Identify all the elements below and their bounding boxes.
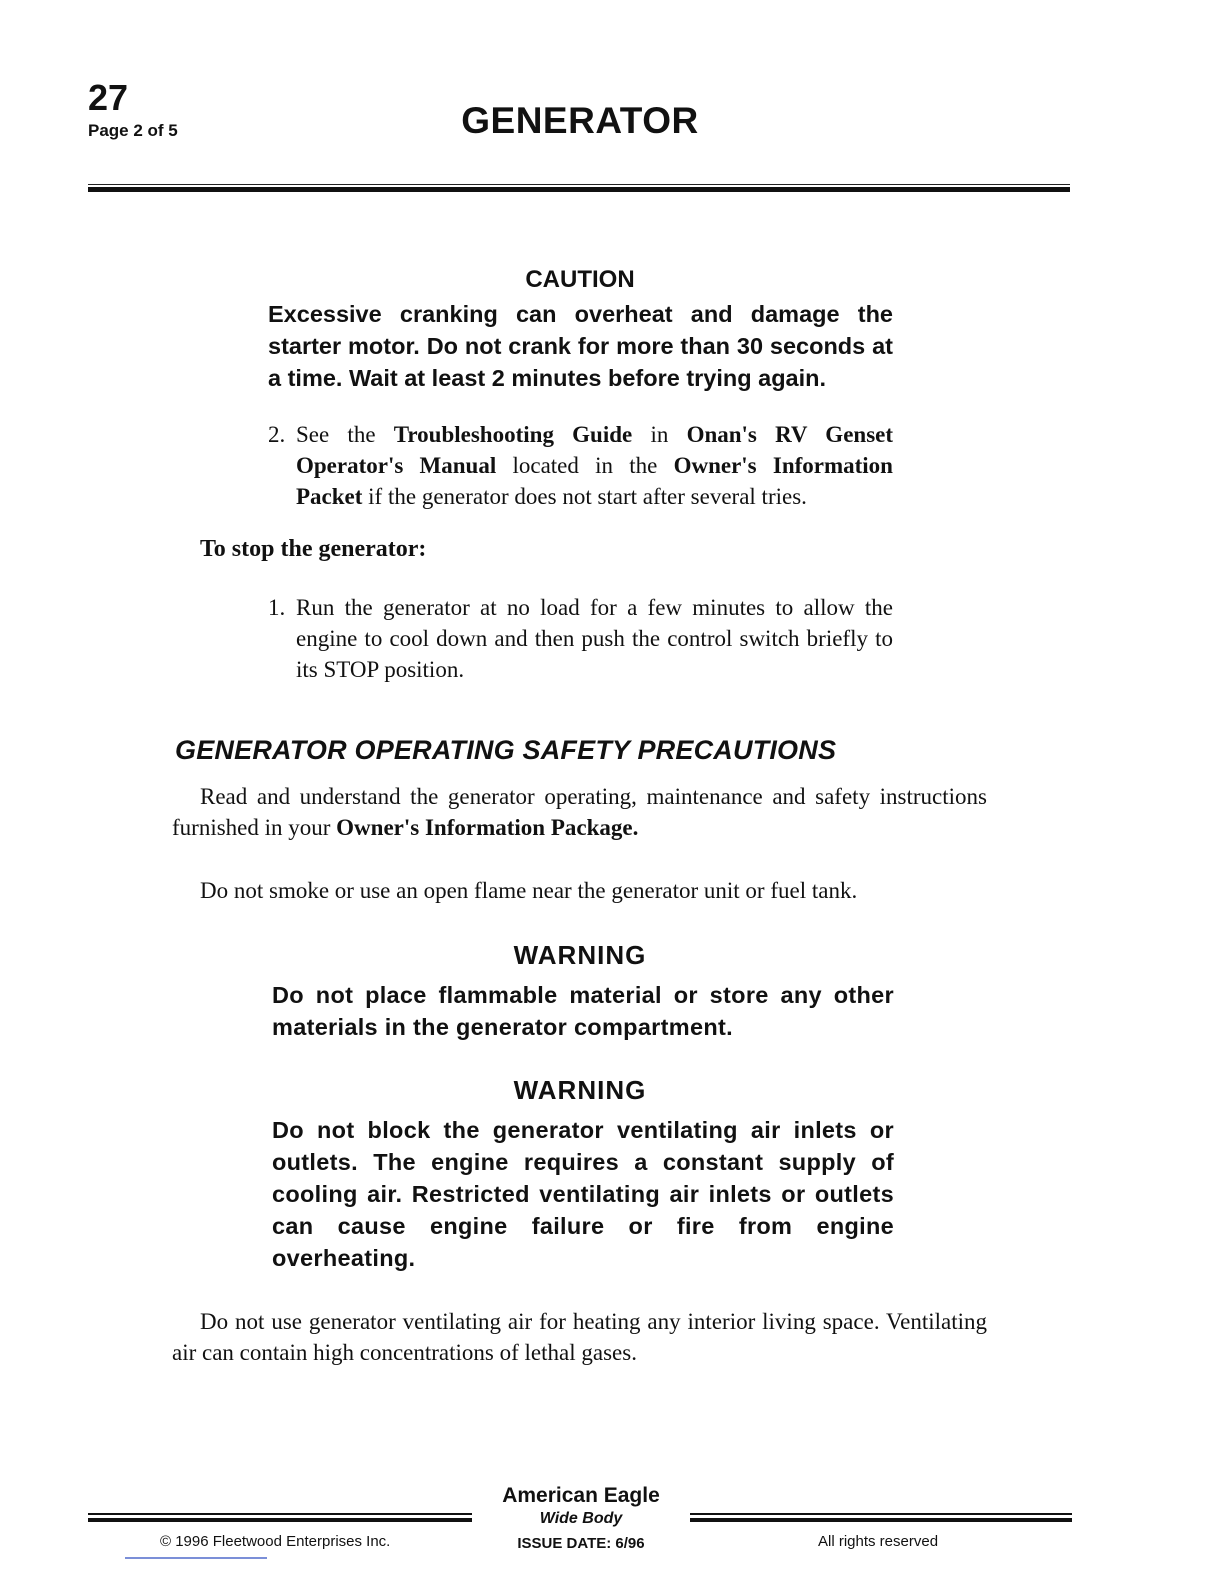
warning-1-text: Do not place flammable material or store any other materials in the generator compartment.	[272, 982, 894, 1040]
step-2-text-part: in	[632, 422, 687, 447]
footer-issue-date: ISSUE DATE: 6/96	[517, 1535, 645, 1552]
footer-blue-mark	[125, 1557, 267, 1559]
footer-rule-left-thin	[88, 1513, 472, 1515]
warning-2-text: Do not block the generator ventilating air inlets or outlets. The engine requires a constant supply of cooling air. Restricted ventilating air inlets or outlets can cause engine failure or fire from engine overheating.	[272, 1117, 894, 1271]
stop-step-1-number: 1.	[268, 595, 286, 620]
safety-paragraph-1-text: Read and understand the generator operating, maintenance and safety instructions furnished in your	[172, 784, 987, 840]
chapter-number: 27	[88, 77, 129, 118]
step-2-text-part: located in the	[496, 453, 674, 478]
footer-model: Wide Body	[539, 1510, 623, 1527]
safety-paragraph-2: Do not smoke or use an open flame near the generator unit or fuel tank.	[200, 878, 858, 903]
operators-manual-ref: Onan's RV Genset Operator's Manual	[296, 422, 894, 478]
footer-copyright: © 1996 Fleetwood Enterprises Inc.	[160, 1533, 391, 1550]
footer-rule-right-thick	[690, 1518, 1072, 1522]
step-2-text-part: if the generator does not start after several tries.	[362, 484, 807, 509]
footer-rule-left-thick	[88, 1518, 472, 1522]
caution-heading: CAUTION	[525, 266, 635, 293]
safety-paragraph-1	[172, 781, 987, 843]
stop-step-1	[268, 592, 893, 685]
stop-subheading: To stop the generator:	[200, 536, 427, 562]
header-rule-thin	[88, 184, 1070, 185]
footer-rights: All rights reserved	[818, 1533, 939, 1550]
troubleshooting-guide-ref: Troubleshooting Guide	[393, 422, 633, 447]
stop-step-1-text: Run the generator at no load for a few minutes to allow the engine to cool down and then push the control switch briefly to its STOP position.	[296, 595, 893, 682]
step-2-text	[296, 419, 893, 512]
header-rule-thick	[88, 187, 1070, 192]
footer-rule-right-thin	[690, 1513, 1072, 1515]
page-indicator: Page 2 of 5	[88, 121, 178, 140]
owners-information-packet-ref: Owner's Information Packet	[296, 453, 893, 509]
warning-1-heading: WARNING	[513, 940, 647, 970]
step-2-text-part: See the	[296, 422, 394, 447]
owners-information-package-ref: Owner's Information Package.	[336, 815, 639, 840]
closing-paragraph: Do not use generator ventilating air for heating any interior living space. Ventilating air can contain high concentrations of lethal gases.	[172, 1309, 987, 1365]
step-2-number: 2.	[268, 422, 286, 447]
warning-2-heading: WARNING	[513, 1075, 647, 1105]
footer-brand: American Eagle	[502, 1484, 660, 1507]
safety-section-heading: GENERATOR OPERATING SAFETY PRECAUTIONS	[175, 735, 837, 765]
page-title: GENERATOR	[461, 100, 699, 141]
caution-text: Excessive cranking can overheat and damage the starter motor. Do not crank for more than 30 seconds at a time. Wait at least 2 minutes before trying again.	[268, 301, 893, 391]
step-2	[268, 419, 893, 512]
